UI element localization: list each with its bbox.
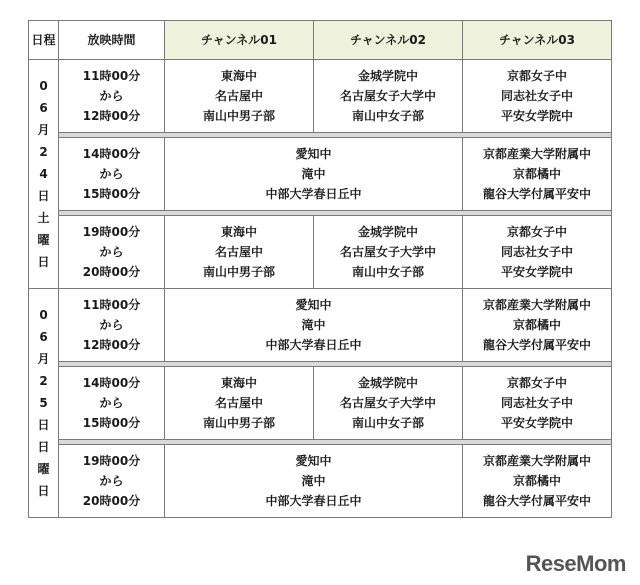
time-slot-row <box>29 60 612 133</box>
date-char: 土 <box>37 210 50 225</box>
school-list <box>463 222 611 282</box>
school-list-line: 京都産業大学附属中 <box>482 298 591 312</box>
channel-01-02-cell <box>165 445 463 518</box>
time-range-line: 14時00分 <box>82 376 141 390</box>
header-row <box>29 21 612 60</box>
time-slot-row <box>29 367 612 440</box>
date-cell <box>29 289 59 518</box>
channel-01-02-cell <box>165 138 463 211</box>
school-list-line: 京都橘中 <box>512 474 561 488</box>
date-char: 日 <box>37 188 50 203</box>
school-list-line: 滝中 <box>301 318 326 332</box>
school-list <box>314 66 462 126</box>
school-list-line: 龍谷大学付属平安中 <box>482 187 591 201</box>
school-list <box>165 222 313 282</box>
school-list-line: 南山中女子部 <box>351 265 424 279</box>
school-list-line: 滝中 <box>301 474 326 488</box>
date-char: 曜 <box>37 461 50 476</box>
time-cell <box>59 367 165 440</box>
date-char: 0 <box>39 78 48 93</box>
schedule-table <box>28 20 612 518</box>
channel-01-cell <box>165 367 314 440</box>
channel-header-01: チャンネル01 <box>165 21 314 60</box>
resemom-logo <box>526 551 626 577</box>
channel-02-cell <box>314 216 463 289</box>
school-list <box>463 144 611 204</box>
channel-01-cell <box>165 216 314 289</box>
channel-02-cell <box>314 367 463 440</box>
channel-03-cell <box>463 138 612 211</box>
time-range-line: 15時00分 <box>82 187 141 201</box>
school-list-line: 南山中男子部 <box>202 265 275 279</box>
time-range-line: から <box>99 245 124 259</box>
channel-02-cell <box>314 60 463 133</box>
date-char: 日 <box>37 439 50 454</box>
school-list-line: 東海中 <box>220 376 257 390</box>
school-list-line: 京都産業大学附属中 <box>482 454 591 468</box>
channel-header-03: チャンネル03 <box>463 21 612 60</box>
school-list-line: 南山中女子部 <box>351 109 424 123</box>
school-list-line: 南山中女子部 <box>351 416 424 430</box>
time-range <box>59 295 164 355</box>
schedule-body <box>29 60 612 518</box>
time-range <box>59 144 164 204</box>
school-list <box>165 66 313 126</box>
date-char: 0 <box>39 307 48 322</box>
date-char: 月 <box>37 122 50 137</box>
date-char: 日 <box>37 417 50 432</box>
school-list-line: 南山中男子部 <box>202 109 275 123</box>
time-range-line: から <box>99 167 124 181</box>
school-list-line: 京都女子中 <box>506 376 567 390</box>
school-list-line: 名古屋女子大学中 <box>339 396 436 410</box>
school-list <box>314 373 462 433</box>
time-range-line: 19時00分 <box>82 225 141 239</box>
date-char: 4 <box>39 166 48 181</box>
channel-01-02-cell <box>165 289 463 362</box>
school-list-line: 名古屋中 <box>214 396 263 410</box>
time-header: 放映時間 <box>59 21 165 60</box>
school-list <box>165 451 462 511</box>
time-cell <box>59 216 165 289</box>
time-range-line: 11時00分 <box>82 298 141 312</box>
date-char: 2 <box>39 144 48 159</box>
school-list-line: 名古屋中 <box>214 89 263 103</box>
school-list-line: 金城学院中 <box>357 376 418 390</box>
date-char: 月 <box>37 351 50 366</box>
time-range <box>59 66 164 126</box>
time-range-line: から <box>99 474 124 488</box>
time-range-line: 11時00分 <box>82 69 141 83</box>
date-char: 日 <box>37 483 50 498</box>
school-list-line: 同志社女子中 <box>500 89 573 103</box>
channel-header-02: チャンネル02 <box>314 21 463 60</box>
school-list <box>165 295 462 355</box>
school-list-line: 平安女学院中 <box>500 265 573 279</box>
time-range-line: 12時00分 <box>82 109 141 123</box>
school-list-line: 東海中 <box>220 225 257 239</box>
channel-03-cell <box>463 289 612 362</box>
school-list-line: 京都女子中 <box>506 225 567 239</box>
channel-03-cell <box>463 216 612 289</box>
date-char: 日 <box>37 254 50 269</box>
school-list-line: 南山中男子部 <box>202 416 275 430</box>
school-list-line: 東海中 <box>220 69 257 83</box>
school-list <box>165 144 462 204</box>
school-list-line: 龍谷大学付属平安中 <box>482 338 591 352</box>
school-list-line: 金城学院中 <box>357 69 418 83</box>
school-list-line: 滝中 <box>301 167 326 181</box>
school-list-line: 中部大学春日丘中 <box>265 338 362 352</box>
date-char: 2 <box>39 373 48 388</box>
time-range <box>59 451 164 511</box>
date-char: 6 <box>39 329 48 344</box>
time-cell <box>59 289 165 362</box>
school-list-line: 京都橘中 <box>512 167 561 181</box>
time-cell <box>59 445 165 518</box>
time-range-line: 15時00分 <box>82 416 141 430</box>
time-range-line: から <box>99 396 124 410</box>
time-cell <box>59 138 165 211</box>
date-header: 日程 <box>29 21 59 60</box>
time-range-line: 19時00分 <box>82 454 141 468</box>
time-range-line: 20時00分 <box>82 494 141 508</box>
school-list-line: 名古屋女子大学中 <box>339 89 436 103</box>
logo-text: ReseMom <box>525 551 626 576</box>
school-list-line: 京都女子中 <box>506 69 567 83</box>
school-list-line: 平安女学院中 <box>500 416 573 430</box>
school-list-line: 名古屋女子大学中 <box>339 245 436 259</box>
school-list-line: 名古屋中 <box>214 245 263 259</box>
time-range <box>59 373 164 433</box>
time-cell <box>59 60 165 133</box>
time-slot-row <box>29 445 612 518</box>
time-slot-row <box>29 289 612 362</box>
school-list-line: 同志社女子中 <box>500 245 573 259</box>
school-list-line: 愛知中 <box>295 454 332 468</box>
time-slot-row <box>29 138 612 211</box>
time-range-line: 14時00分 <box>82 147 141 161</box>
school-list <box>463 373 611 433</box>
school-list <box>165 373 313 433</box>
time-range-line: 20時00分 <box>82 265 141 279</box>
channel-03-cell <box>463 367 612 440</box>
date-cell <box>29 60 59 289</box>
school-list-line: 中部大学春日丘中 <box>265 187 362 201</box>
time-range-line: から <box>99 318 124 332</box>
time-slot-row <box>29 216 612 289</box>
channel-01-cell <box>165 60 314 133</box>
school-list-line: 金城学院中 <box>357 225 418 239</box>
school-list-line: 中部大学春日丘中 <box>265 494 362 508</box>
time-range <box>59 222 164 282</box>
channel-03-cell <box>463 60 612 133</box>
school-list-line: 愛知中 <box>295 147 332 161</box>
school-list <box>314 222 462 282</box>
school-list-line: 愛知中 <box>295 298 332 312</box>
time-range-line: から <box>99 89 124 103</box>
channel-03-cell <box>463 445 612 518</box>
date-char: 6 <box>39 100 48 115</box>
school-list-line: 同志社女子中 <box>500 396 573 410</box>
school-list <box>463 66 611 126</box>
school-list-line: 龍谷大学付属平安中 <box>482 494 591 508</box>
school-list-line: 京都橘中 <box>512 318 561 332</box>
school-list <box>463 451 611 511</box>
school-list <box>463 295 611 355</box>
time-range-line: 12時00分 <box>82 338 141 352</box>
school-list-line: 京都産業大学附属中 <box>482 147 591 161</box>
school-list-line: 平安女学院中 <box>500 109 573 123</box>
date-char: 5 <box>39 395 48 410</box>
date-char: 曜 <box>37 232 50 247</box>
